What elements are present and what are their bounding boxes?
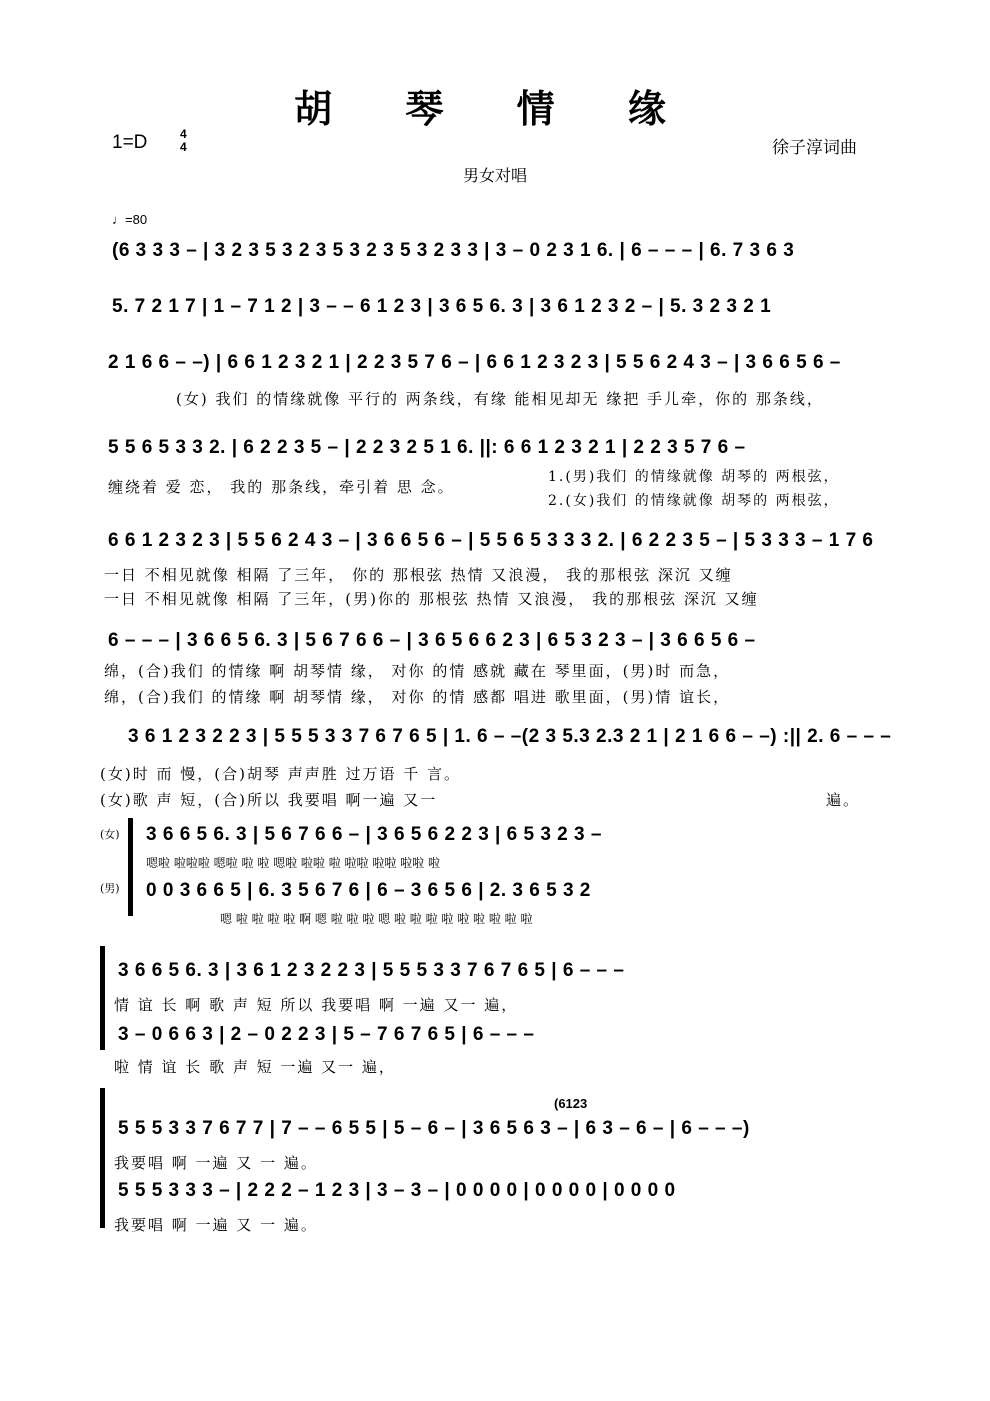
time-signature-bottom: 4: [180, 140, 187, 154]
notation-system-1: (6 3 3 3 – | 3 2 3 5 3 2 3 5 3 2 3 5 3 2 3 3 | 3 – 0 2 3 1 6. | 6 – – – | 6. 7 3 6 3: [112, 240, 795, 261]
tempo-marking: ♩=80: [112, 212, 148, 227]
male-part-lyric-1: 嗯 啦 啦 啦 啦 啊 嗯 啦 啦 啦 嗯 啦 啦 啦 啦 啦 啦 啦 啦 啦: [220, 912, 533, 926]
notation-system-5: 6 6 1 2 3 2 3 | 5 5 6 2 4 3 – | 3 6 6 5 6 – | 5 5 6 5 3 3 3 2. | 6 2 2 3 5 – | 5 3 3 3 – 1 7 6: [108, 530, 874, 551]
upper-part-notes-2: 3 6 6 5 6. 3 | 3 6 1 2 3 2 2 3 | 5 5 5 3 3 7 6 7 6 5 | 6 – – –: [118, 960, 625, 981]
song-title: 胡 琴 情 缘: [294, 86, 696, 131]
notation-system-3: 2 1 6 6 – –) | 6 6 1 2 3 2 1 | 2 2 3 5 7 6 – | 6 6 1 2 3 2 3 | 5 5 6 2 4 3 – | 3 6 6 5 6 –: [108, 352, 841, 373]
lyric-line-5b: 一日 不相见就像 相隔 了三年，(男)你的 那根弦 热情 又浪漫， 我的那根弦 深沉 又缠: [104, 590, 759, 608]
performance-subtitle: 男女对唱: [462, 166, 527, 185]
lyric-line-4: 缠绕着 爱 恋， 我的 那条线，牵引着 思 念。: [108, 478, 455, 496]
duet-bracket-3: [100, 1088, 105, 1228]
notation-system-2: 5. 7 2 1 7 | 1 – 7 1 2 | 3 – – 6 1 2 3 | 3 6 5 6. 3 | 3 6 1 2 3 2 – | 5. 3 2 3 2 1: [112, 296, 772, 317]
author-credit: 徐子淳词曲: [772, 138, 857, 158]
lyric-line-5a: 一日 不相见就像 相隔 了三年， 你的 那根弦 热情 又浪漫， 我的那根弦 深沉 又缠: [104, 566, 733, 584]
lyric-line-4-verse-1: 1.(男)我们 的情缘就像 胡琴的 两根弦，: [548, 469, 840, 485]
upper-part-lyric-2: 情 谊 长 啊 歌 声 短 所以 我要唱 啊 一遍 又一 遍，: [114, 996, 519, 1014]
lyric-line-6b: 绵，(合)我们 的情缘 啊 胡琴情 缘， 对你 的情 感都 唱进 歌里面，(男)情 谊长，: [104, 688, 731, 706]
lyric-line-6a: 绵，(合)我们 的情缘 啊 胡琴情 缘， 对你 的情 感就 藏在 琴里面，(男)时 而急，: [104, 662, 731, 680]
time-signature: [180, 128, 187, 154]
lower-part-notes-3: 5 5 5 3 3 3 – | 2 2 2 – 1 2 3 | 3 – 3 – | 0 0 0 0 | 0 0 0 0 | 0 0 0 0: [118, 1180, 676, 1201]
key-signature: 1=D: [112, 132, 148, 153]
duet-bracket-1: [128, 818, 133, 916]
lyric-line-7a: (女)时 而 慢，(合)胡琴 声声胜 过万语 千 言。: [100, 765, 462, 783]
lower-part-lyric-2: 啦 情 谊 长 歌 声 短 一遍 又一 遍，: [114, 1058, 396, 1076]
upper-part-notes-3: 5 5 5 3 3 7 6 7 7 | 7 – – 6 5 5 | 5 – 6 – | 3 6 5 6 3 – | 6 3 – 6 – | 6 – – –): [118, 1118, 750, 1139]
lyric-line-7b: (女)歌 声 短，(合)所以 我要唱 啊一遍 又一: [100, 791, 438, 809]
female-part-lyric-1: 嗯啦 啦啦啦 嗯啦 啦 啦 嗯啦 啦啦 啦 啦啦 啦啦 啦啦 啦: [146, 856, 440, 870]
male-part-label: (男): [100, 882, 120, 895]
lower-part-notes-2: 3 – 0 6 6 3 | 2 – 0 2 2 3 | 5 – 7 6 7 6 5 | 6 – – –: [118, 1024, 535, 1045]
upper-part-lyric-3: 我要唱 啊 一遍 又 一 遍。: [114, 1154, 318, 1172]
lower-part-lyric-3: 我要唱 啊 一遍 又 一 遍。: [114, 1216, 318, 1234]
duet-bracket-2: [100, 946, 105, 1050]
time-signature-top: 4: [180, 127, 187, 141]
notation-system-4: 5 5 6 5 3 3 2. | 6 2 2 3 5 – | 2 2 3 2 5 1 6. ||: 6 6 1 2 3 2 1 | 2 2 3 5 7 6 –: [108, 437, 746, 458]
male-part-notes-1: 0 0 3 6 6 5 | 6. 3 5 6 7 6 | 6 – 3 6 5 6 | 2. 3 6 5 3 2: [146, 880, 591, 901]
female-part-notes-1: 3 6 6 5 6. 3 | 5 6 7 6 6 – | 3 6 5 6 2 2 3 | 6 5 3 2 3 –: [146, 824, 602, 845]
ornament-notes: (6123: [554, 1096, 588, 1111]
lyric-line-3: (女) 我们 的情缘就像 平行的 两条线，有缘 能相见却无 缘把 手儿牵，你的 那条线，: [176, 390, 824, 408]
female-part-label: (女): [100, 828, 120, 841]
lyric-line-4-verse-2: 2.(女)我们 的情缘就像 胡琴的 两根弦，: [548, 493, 840, 509]
notation-system-7: 3 6 1 2 3 2 2 3 | 5 5 5 3 3 7 6 7 6 5 | 1. 6 – –(2 3 5.3 2.3 2 1 | 2 1 6 6 – –) :|| 2. 6 – – –: [128, 726, 892, 747]
lyric-line-7b-end: 遍。: [826, 791, 861, 809]
notation-system-6: 6 – – – | 3 6 6 5 6. 3 | 5 6 7 6 6 – | 3 6 5 6 6 2 3 | 6 5 3 2 3 – | 3 6 6 5 6 –: [108, 630, 756, 651]
